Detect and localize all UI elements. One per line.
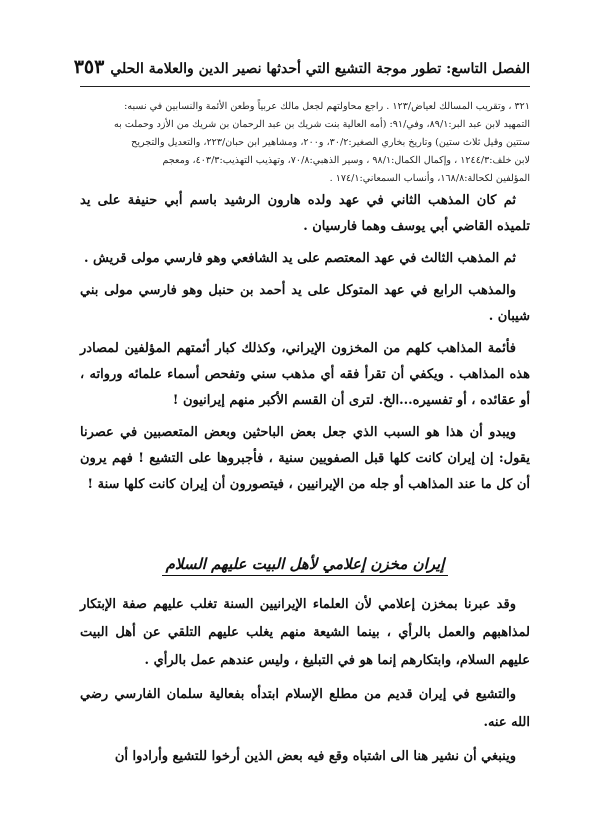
paragraph: وينبغي أن نشير هنا الى اشتباه وقع فيه بعض الذين أرخوا للتشيع وأرادوا أن (114, 749, 516, 764)
page-number: ٣٥٣ (73, 56, 105, 78)
footnote-line: التمهيد لابن عبد البر:٨٩/١، وفي/٩١: (أمه العالية بنت شريك بن عبد الرحمان بن شريك من الأزد وحملت به (113, 119, 530, 130)
body-text-lower (80, 591, 530, 777)
footnote-line: ٣٢١ ، وتقريب المسالك لعياض/١٢٣ . راجع محاولتهم لجعل مالك عربياً وطعن الأئمة والنسابين في نسبه: (124, 101, 530, 112)
running-header (73, 56, 530, 87)
footnote-line: لابن خلف:١٢٤٤/٣ ، وإكمال الكمال:٩٨/١ ، وسير الذهبي:٧٠/٨، وتهذيب التهذيب:٤٠٣/٣، ومعجم (162, 155, 530, 166)
footnote-line: المؤلفين لكحالة:١٦٨/٨، وأنساب السمعاني:١٧٤/١ . (329, 173, 530, 184)
chapter-title: الفصل التاسع: تطور موجة التشيع التي أحدثها نصير الدين والعلامة الحلي (110, 61, 530, 77)
paragraph: ثم المذهب الثالث في عهد المعتصم على يد الشافعي وهو فارسي مولى قريش . (83, 251, 516, 266)
paragraph: ثم كان المذهب الثاني في عهد ولده هارون الرشيد باسم أبي حنيفة على يد تلميذه القاضي أبي يوسف وهما فارسيان . (80, 193, 530, 234)
footnote-line: ستتين وقيل ثلاث ستين) وتاريخ بخاري الصغير:٣٠/٢، و٢٠٠، ومشاهير ابن حبان/٢٢٣، والتعديل والتجريح (131, 137, 530, 148)
paragraph: وقد عبرنا بمخزن إعلامي لأن العلماء الإيرانيين السنة تغلب عليهم صفة الإبتكار لمذاهبهم والعمل بالرأي ، بينما الشيعة منهم يغلب عليهم التلقي عن أهل البيت عليهم السلام، وابتكارهم إنما هو في التبليغ ، وليس عندهم عمل بالرأي . (80, 597, 530, 668)
section-heading-text: إيران مخزن إعلامي لأهل البيت عليهم السلام (162, 555, 449, 576)
paragraph: ويبدو أن هذا هو السبب الذي جعل بعض الباحثين وبعض المتعصبين في عصرنا يقول: إن إيران كانت كلها قبل الصفويين سنية ، فأجبروها على التشيع ! فهم يرون أن كل ما عند المذاهب أو جله من الإيرانيين ، فيتصورون أن إيران كانت كلها سنة ! (80, 425, 530, 492)
paragraph: والمذهب الرابع في عهد المتوكل على يد أحمد بن حنبل وهو فارسي مولى بني شيبان . (80, 283, 530, 324)
paragraph: فأئمة المذاهب كلهم من المخزون الإيراني، وكذلك كبار أئمتهم المؤلفين لمصادر هذه المذاهب . ويكفي أن تقرأ فقه أي مذهب سني وتفحص أسماء علمائه ورواته ، أو عقائده ، أو تفسيره...الخ. لترى أن القسم الأكبر منهم إيرانيون ! (80, 341, 530, 408)
footnotes (80, 98, 530, 188)
body-text-upper (80, 188, 530, 504)
section-heading (80, 554, 530, 582)
paragraph: والتشيع في إيران قديم من مطلع الإسلام ابتدأه بفعالية سلمان الفارسي رضي الله عنه. (80, 687, 530, 730)
